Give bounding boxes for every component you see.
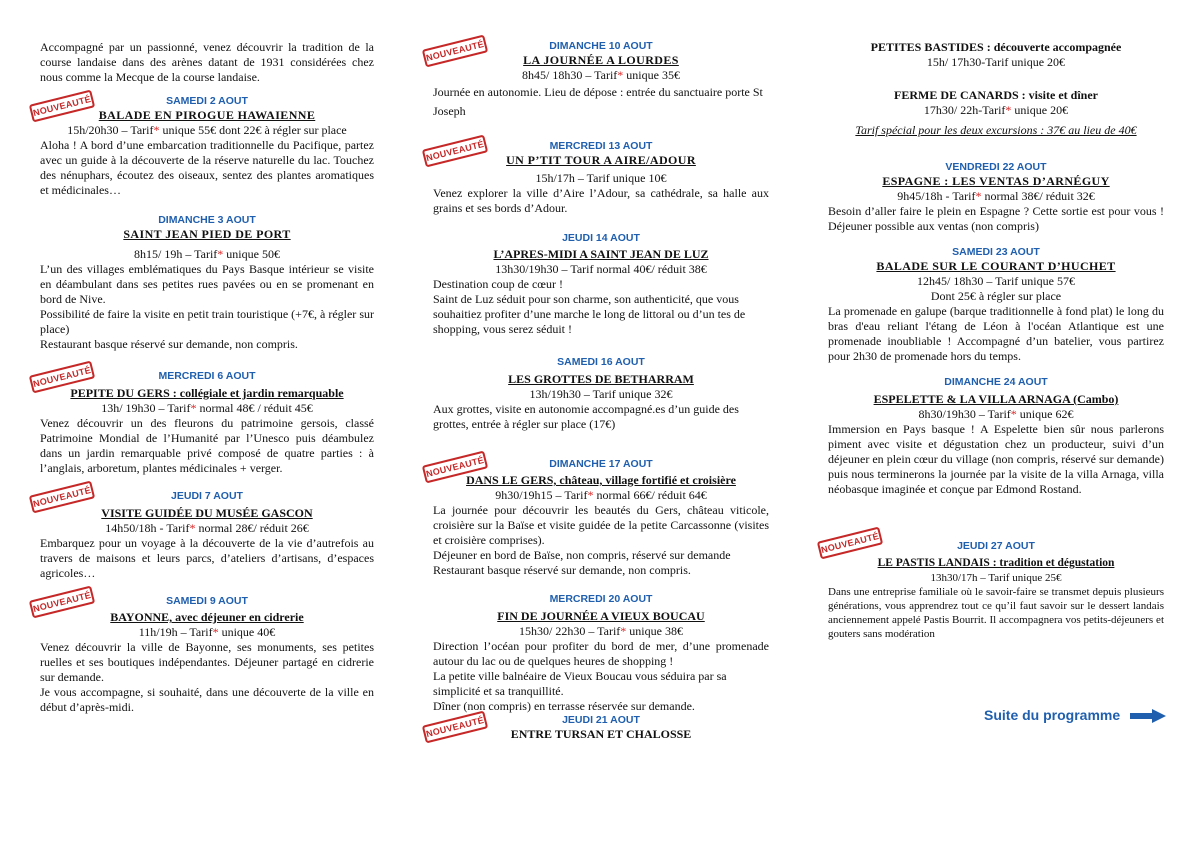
event-description: Possibilité de faire la visite en petit train touristique (+7€, à régler sur place) (40, 307, 374, 336)
event-description: Déjeuner en bord de Baïse, non compris, réservé sur demande (433, 548, 731, 562)
event-jeudi-14-aout (433, 232, 769, 337)
ferme-title: FERME DE CANARDS : visite et dîner (894, 88, 1098, 102)
tarif-price: unique 38€ (626, 624, 683, 638)
event-tarif (40, 247, 374, 262)
event-date: MERCREDI 20 AOUT (549, 593, 653, 605)
nouveaute-badge: NOUVEAUTÉ (817, 527, 883, 560)
event-dimanche-3-aout (40, 214, 374, 352)
tarif-star: * (975, 189, 982, 203)
event-description: Direction l’océan pour profiter du bord de mer, d’une promenade autour du lac ou de quelques heures de shopping ! (433, 639, 769, 668)
nouveaute-badge: NOUVEAUTÉ (29, 586, 95, 619)
event-tarif: 13h30/17h – Tarif unique 25€ (930, 572, 1062, 584)
event-tarif (40, 123, 374, 138)
tarif-star: * (617, 68, 624, 82)
tarif-time: 9h45/18h - Tarif (897, 189, 976, 203)
event-date: SAMEDI 9 AOUT (166, 595, 248, 607)
event-jeudi-21-aout (425, 714, 769, 742)
column-1 (32, 40, 374, 715)
event-title: BALADE SUR LE COURANT D’HUCHET (876, 259, 1116, 273)
tarif-price: unique 62€ (1016, 407, 1074, 421)
event-title: PEPITE DU GERS : collégiale et jardin remarquable (70, 386, 344, 400)
event-dimanche-17-aout (425, 454, 769, 578)
event-date: DIMANCHE 10 AOUT (549, 40, 653, 52)
event-tarif: 15h/17h – Tarif unique 10€ (535, 171, 667, 185)
event-title: LA JOURNÉE A LOURDES (523, 53, 679, 67)
tarif-price: unique 50€ (223, 247, 280, 261)
event-date: VENDREDI 22 AOUT (945, 161, 1047, 173)
nouveaute-badge: NOUVEAUTÉ (29, 361, 95, 394)
tarif-time: 11h/19h – Tarif (138, 625, 213, 639)
tarif-price: unique 20€ (1011, 103, 1069, 117)
event-jeudi-27-aout (820, 530, 1164, 641)
bastides-title: PETITES BASTIDES : découverte accompagnée (870, 40, 1122, 54)
event-tarif (828, 189, 1164, 204)
event-description: Besoin d’aller faire le plein en Espagne ? Cette sortie est pour vous ! Déjeuner possible aux ventas (non compris) (828, 204, 1164, 233)
tarif-star: * (153, 123, 160, 137)
event-description: Venez explorer la ville d’Aire l’Adour, sa cathédrale, sa halle aux grains et ses bords d’Adour. (433, 186, 769, 215)
event-tarif: 13h30/19h30 – Tarif normal 40€/ réduit 38€ (495, 262, 707, 276)
event-description: Restaurant basque réservé sur demande, non compris. (433, 563, 691, 577)
tarif-time: 17h30/ 22h-Tarif (923, 103, 1006, 117)
event-description: Je vous accompagne, si souhaité, dans une découverte de la ville en début d’après-midi. (40, 685, 374, 714)
suite-programme-label: Suite du programme (984, 707, 1121, 723)
event-tarif: 12h45/ 18h30 – Tarif unique 57€ (917, 274, 1075, 288)
event-title: UN P’TIT TOUR A AIRE/ADOUR (506, 153, 696, 167)
tarif-price: unique 40€ (218, 625, 276, 639)
tarif-price: unique 55€ dont 22€ à régler sur place (159, 123, 347, 137)
event-description: Immersion en Pays basque ! A Espelette bien sûr nous parlerons piment avec visite et dégustation chez un producteur, suivi d’un déjeuner en plein cœur du village (non compris, réservé sur demande) puis nous terminerons la journée par la visite de la villa Arnaga, villa néobasque imaginée et conçue par Edmond Rostand. (828, 422, 1164, 496)
event-description: Venez découvrir un des fleurons du patrimoine gersois, classé Patrimoine Mondial de l’Humanité par l’Unesco puis déambulez dans un jardin remarquable privé composé de quatre parties : à l’anglais, arboretum, plantes médicinales + verger. (40, 416, 374, 475)
event-date: JEUDI 21 AOUT (562, 714, 640, 726)
event-vendredi-22-aout (828, 161, 1164, 234)
event-date: DIMANCHE 3 AOUT (158, 214, 256, 226)
event-mercredi-13-aout (425, 138, 769, 216)
event-tarif (40, 401, 374, 416)
event-date: DIMANCHE 24 AOUT (944, 376, 1048, 388)
event-date: MERCREDI 6 AOUT (158, 370, 256, 382)
event-tarif: 13h/19h30 – Tarif unique 32€ (529, 387, 673, 401)
nouveaute-badge: NOUVEAUTÉ (422, 35, 488, 68)
event-tarif (433, 488, 769, 503)
tarif-star: * (1005, 103, 1012, 117)
event-title: LES GROTTES DE BETHARRAM (508, 372, 694, 386)
event-samedi-2-aout (32, 93, 374, 198)
ferme-block (828, 88, 1164, 118)
tarif-time: 13h/ 19h30 – Tarif (101, 401, 191, 415)
tarif-time: 8h15/ 19h – Tarif (134, 247, 218, 261)
column-3 (820, 40, 1164, 641)
event-description: Saint de Luz séduit pour son charme, son authenticité, que vous souhaitiez profiter d’une marche le long de littoral ou d’un tes de shopping, vous serez séduit ! (433, 292, 746, 336)
event-jeudi-7-aout (32, 484, 374, 581)
event-description: Venez découvrir la ville de Bayonne, ses monuments, ses petites ruelles et ses boutiques indépendantes. Déjeuner partagé en cidrerie sur demande. (40, 640, 374, 684)
event-tarif (433, 68, 769, 83)
event-description: Aux grottes, visite en autonomie accompagné.es d’un guide des grottes, entrée à régler sur place (17€) (433, 402, 739, 431)
nouveaute-badge: NOUVEAUTÉ (422, 451, 488, 484)
event-title: BALADE EN PIROGUE HAWAIENNE (98, 108, 316, 122)
tarif-price: unique 35€ (623, 68, 680, 82)
nouveaute-badge: NOUVEAUTÉ (29, 90, 95, 123)
event-date: DIMANCHE 17 AOUT (549, 458, 653, 470)
event-description: La promenade en galupe (barque traditionnelle à fond plat) le long du bras d'eau reliant l'étang de Léon à l'océan Atlantique est une promenade inoubliable ! Accompagné d’un batelier, vous partirez pour 2h30 de promenade hors du temps. (828, 304, 1164, 363)
event-samedi-9-aout (32, 589, 374, 715)
event-tarif-note: Dont 25€ à régler sur place (930, 289, 1062, 303)
event-title: SAINT JEAN PIED DE PORT (123, 227, 291, 241)
event-date: SAMEDI 2 AOUT (166, 95, 248, 107)
event-dimanche-10-aout (425, 38, 769, 121)
event-samedi-16-aout (433, 356, 769, 432)
tarif-price: normal 48€ / réduit 45€ (196, 401, 313, 415)
event-title: BAYONNE, avec déjeuner en cidrerie (110, 610, 304, 624)
event-description: Embarquez pour un voyage à la découverte de la vie d’autrefois au travers de maisons et leurs parcs, d’ateliers d’artisans, d’espaces agricoles… (40, 536, 374, 580)
tarif-time: 9h30/19h15 – Tarif (495, 488, 588, 502)
event-description: Restaurant basque réservé sur demande, non compris. (40, 337, 298, 351)
tarif-star: * (587, 488, 594, 502)
event-description: La petite ville balnéaire de Vieux Boucau vous séduira par sa simplicité et sa tranquillité. (433, 669, 727, 698)
event-tarif (40, 625, 374, 640)
event-mercredi-6-aout (32, 364, 374, 476)
event-title: L’APRES-MIDI A SAINT JEAN DE LUZ (493, 247, 709, 261)
event-title: DANS LE GERS, château, village fortifié et croisière (466, 473, 736, 487)
tarif-price: normal 28€/ réduit 26€ (195, 521, 309, 535)
event-date: JEUDI 14 AOUT (562, 232, 640, 244)
ferme-tarif (828, 103, 1164, 118)
event-mercredi-20-aout (433, 593, 769, 714)
event-description: Dîner (non compris) en terrasse réservée sur demande. (433, 699, 695, 713)
tarif-price: normal 38€/ réduit 32€ (981, 189, 1095, 203)
event-tarif (828, 407, 1164, 422)
event-title: ENTRE TURSAN ET CHALOSSE (510, 727, 692, 741)
event-description: Aloha ! A bord d’une embarcation traditionnelle du Pacifique, partez avec un guide à la découverte de la réserve naturelle du lac. Touchez des nénuphars, écoutez des oiseaux, sentez des plantes aromatiques et médicinales… (40, 138, 374, 197)
tarif-star: * (212, 625, 219, 639)
event-title: VISITE GUIDÉE DU MUSÉE GASCON (101, 506, 313, 520)
special-tarif: Tarif spécial pour les deux excursions : 37€ au lieu de 40€ (855, 123, 1137, 137)
event-title: LE PASTIS LANDAIS : tradition et dégustation (877, 557, 1115, 569)
tarif-time: 15h30/ 22h30 – Tarif (519, 624, 621, 638)
event-description: Dans une entreprise familiale où le savoir-faire se transmet depuis plusieurs générations, vous apprendrez tout ce qu’il faut savoir sur le dessert landais anciennement appelé Pastis Bourrit. Il accompagnera vos petits-déjeuners et gouters sans modération (828, 586, 1164, 640)
tarif-star: * (190, 401, 197, 415)
tarif-star: * (620, 624, 627, 638)
event-date: JEUDI 7 AOUT (171, 490, 243, 502)
event-description: Destination coup de cœur ! (433, 277, 563, 291)
event-tarif (433, 624, 769, 639)
nouveaute-badge: NOUVEAUTÉ (422, 135, 488, 168)
event-dimanche-24-aout (828, 376, 1164, 497)
event-date: MERCREDI 13 AOUT (549, 140, 653, 152)
event-title: ESPELETTE & LA VILLA ARNAGA (Cambo) (873, 392, 1119, 406)
nouveaute-badge: NOUVEAUTÉ (422, 711, 488, 744)
event-tarif (40, 521, 374, 536)
column-2 (425, 38, 769, 742)
event-samedi-23-aout (828, 246, 1164, 364)
event-date: JEUDI 27 AOUT (957, 540, 1035, 552)
nouveaute-badge: NOUVEAUTÉ (29, 481, 95, 514)
event-description: Journée en autonomie. Lieu de dépose : entrée du sanctuaire porte St Joseph (433, 85, 763, 118)
intro-text: Accompagné par un passionné, venez découvrir la tradition de la course landaise dans des arènes datant de 1931 considérées chez nous comme la Mecque de la course landaise. (40, 40, 374, 84)
tarif-time: 14h50/18h - Tarif (105, 521, 190, 535)
event-title: ESPAGNE : LES VENTAS D’ARNÉGUY (882, 174, 1110, 188)
tarif-time: 8h30/19h30 – Tarif (918, 407, 1011, 421)
tarif-time: 8h45/ 18h30 – Tarif (522, 68, 618, 82)
event-description: La journée pour découvrir les beautés du Gers, château viticole, croisière sur la Baïse et visite guidée de la petite Carcassonne (visites et croisière comprises). (433, 503, 769, 547)
bastides-tarif: 15h/ 17h30-Tarif unique 20€ (926, 55, 1066, 69)
tarif-star: * (1010, 407, 1017, 421)
tarif-star: * (189, 521, 196, 535)
event-description: L’un des villages emblématiques du Pays Basque intérieur se visite en déambulant dans ses petites rues pavées ou en se promenant en bord de Nive. (40, 262, 374, 306)
arrow-right-icon (1130, 709, 1166, 723)
suite-programme-link[interactable] (984, 708, 1166, 723)
bastides-block (828, 40, 1164, 70)
tarif-time: 15h/20h30 – Tarif (67, 123, 154, 137)
tarif-star: * (217, 247, 224, 261)
tarif-price: normal 66€/ réduit 64€ (593, 488, 707, 502)
event-date: SAMEDI 16 AOUT (557, 356, 645, 368)
event-date: SAMEDI 23 AOUT (952, 246, 1040, 258)
event-title: FIN DE JOURNÉE A VIEUX BOUCAU (497, 609, 705, 623)
